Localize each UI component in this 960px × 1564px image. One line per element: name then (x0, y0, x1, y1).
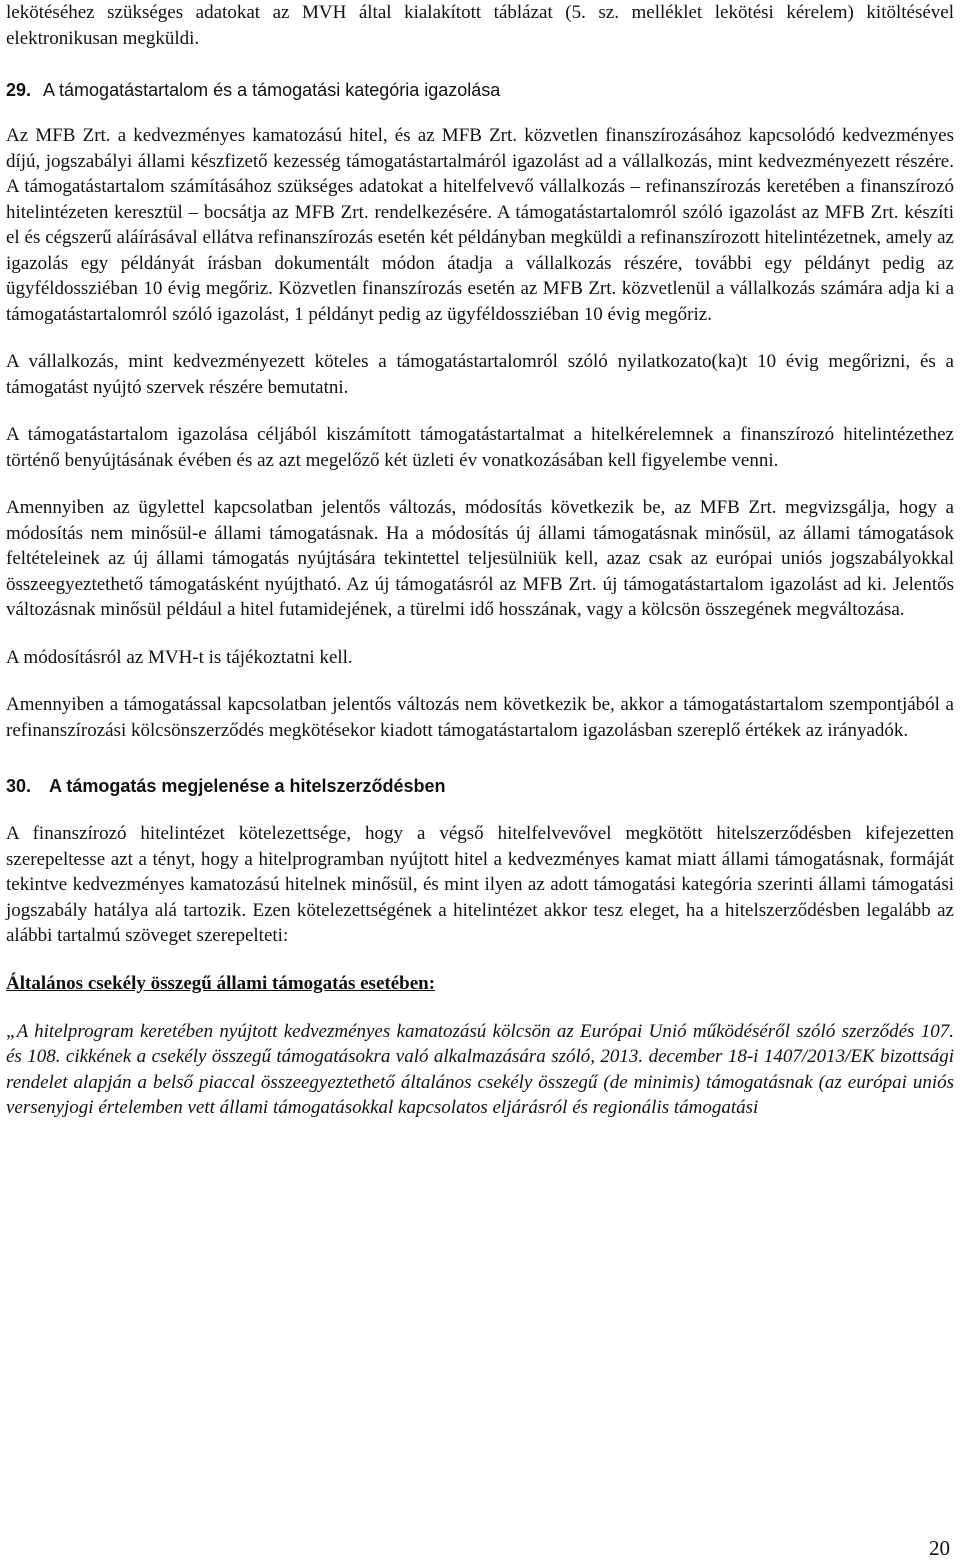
section-heading-30 (6, 773, 954, 799)
section-title: A támogatás megjelenése a hitelszerződésben (49, 776, 446, 796)
section-number: 29. (6, 80, 32, 100)
paragraph-29-4: Amennyiben az ügylettel kapcsolatban jelentős változás, módosítás következik be, az MFB Zrt. megvizsgálja, hogy a módosítás nem minősül-e állami támogatásnak. Ha a módosítás új állami támogatásnak minősül, az állami támogatások feltételeinek az új állami támogatás nyújtására tekintettel teljesülniük kell, azaz csak az európai uniós jogszabályokkal összeegyeztethető támogatásként nyújtható. Az új támogatásról az MFB Zrt. új támogatástartalom igazolást ad ki. Jelentős változásnak minősül például a hitel futamidejének, a türelmi idő hosszának, vagy a kölcsön összegének megváltozása. (6, 497, 954, 620)
page-number: 20 (929, 1536, 950, 1560)
document-page (6, 0, 954, 1121)
section-title: A támogatástartalom és a támogatási kategória igazolása (43, 80, 501, 100)
paragraph-29-3: A támogatástartalom igazolása céljából kiszámított támogatástartalmat a hitelkérelemnek a finanszírozó hitelintézethez történő benyújtásának évében és az azt megelőző két üzleti év vonatkozásában kell figyelembe venni. (6, 424, 954, 471)
paragraph-29-2: A vállalkozás, mint kedvezményezett köteles a támogatástartalomról szóló nyilatkozato(ka)t 10 évig megőrizni, és a támogatást nyújtó szervek részére bemutatni. (6, 351, 954, 398)
quoted-contract-text: „A hitelprogram keretében nyújtott kedvezményes kamatozású kölcsön az Európai Unió működéséről szóló szerződés 107. és 108. cikkének a csekély összegű támogatásokra való alkalmazására szóló, 2013. december 18-i 1407/2013/EK bizottsági rendelet alapján a belső piaccal összeegyeztethető általános csekély összegű (de minimis) támogatásnak (az európai uniós versenyjogi értelemben vett állami támogatásokkal kapcsolatos eljárásról és regionális támogatási (6, 1020, 954, 1118)
section-heading-29 (6, 77, 954, 103)
paragraph-29-5: A módosításról az MVH-t is tájékoztatni kell. (6, 646, 353, 668)
subheading-de-minimis: Általános csekély összegű állami támogatás esetében: (6, 972, 436, 994)
section-number: 30. (6, 776, 32, 796)
paragraph-29-1: Az MFB Zrt. a kedvezményes kamatozású hitel, és az MFB Zrt. közvetlen finanszírozásához kapcsolódó kedvezményes díjú, jogszabályi állami készfizető kezesség támogatástartalmáról igazolást ad a vállalkozás, mint kedvezményezett részére. A támogatástartalom számításához szükséges adatokat a hitelfelvevő vállalkozás – refinanszírozás keretében a finanszírozó hitelintézeten keresztül – bocsátja az MFB Zrt. rendelkezésére. A támogatástartalomról szóló igazolást az MFB Zrt. készíti el és cégszerű aláírásával ellátva refinanszírozás esetén két példányban megküldi a refinanszírozott hitelintézetnek, amely az igazolás egy példányát írásban dokumentált módon átadja a vállalkozás részére, további egy példányt pedig az ügyféldossziéban 10 évig megőriz. Közvetlen finanszírozás esetén az MFB Zrt. közvetlenül a vállalkozás számára adja ki a támogatástartalomról szóló igazolást, 1 példányt pedig az ügyféldossziéban 10 évig megőriz. (6, 125, 954, 325)
paragraph-29-6: Amennyiben a támogatással kapcsolatban jelentős változás nem következik be, akkor a támogatástartalom szempontjából a refinanszírozási kölcsönszerződés megkötésekor kiadott támogatástartalom igazolásban szereplő értékek az irányadók. (6, 694, 954, 741)
paragraph-intro: lekötéséhez szükséges adatokat az MVH által kialakított táblázat (5. sz. melléklet lekötési kérelem) kitöltésével elektronikusan megküldi. (6, 2, 954, 49)
paragraph-30-1: A finanszírozó hitelintézet kötelezettsége, hogy a végső hitelfelvevővel megkötött hitelszerződésben kifejezetten szerepeltesse azt a tényt, hogy a hitelprogramban nyújtott hitel a kedvezményes kamat miatt állami támogatásnak, formáját tekintve kedvezményes kamatozású hitelnek minősül, és mint ilyen az adott támogatási kategória szerinti állami támogatási jogszabály hatálya alá tartozik. Ezen kötelezettségének a hitelintézet akkor tesz eleget, ha a hitelszerződésben legalább az alábbi tartalmú szöveget szerepelteti: (6, 823, 954, 946)
